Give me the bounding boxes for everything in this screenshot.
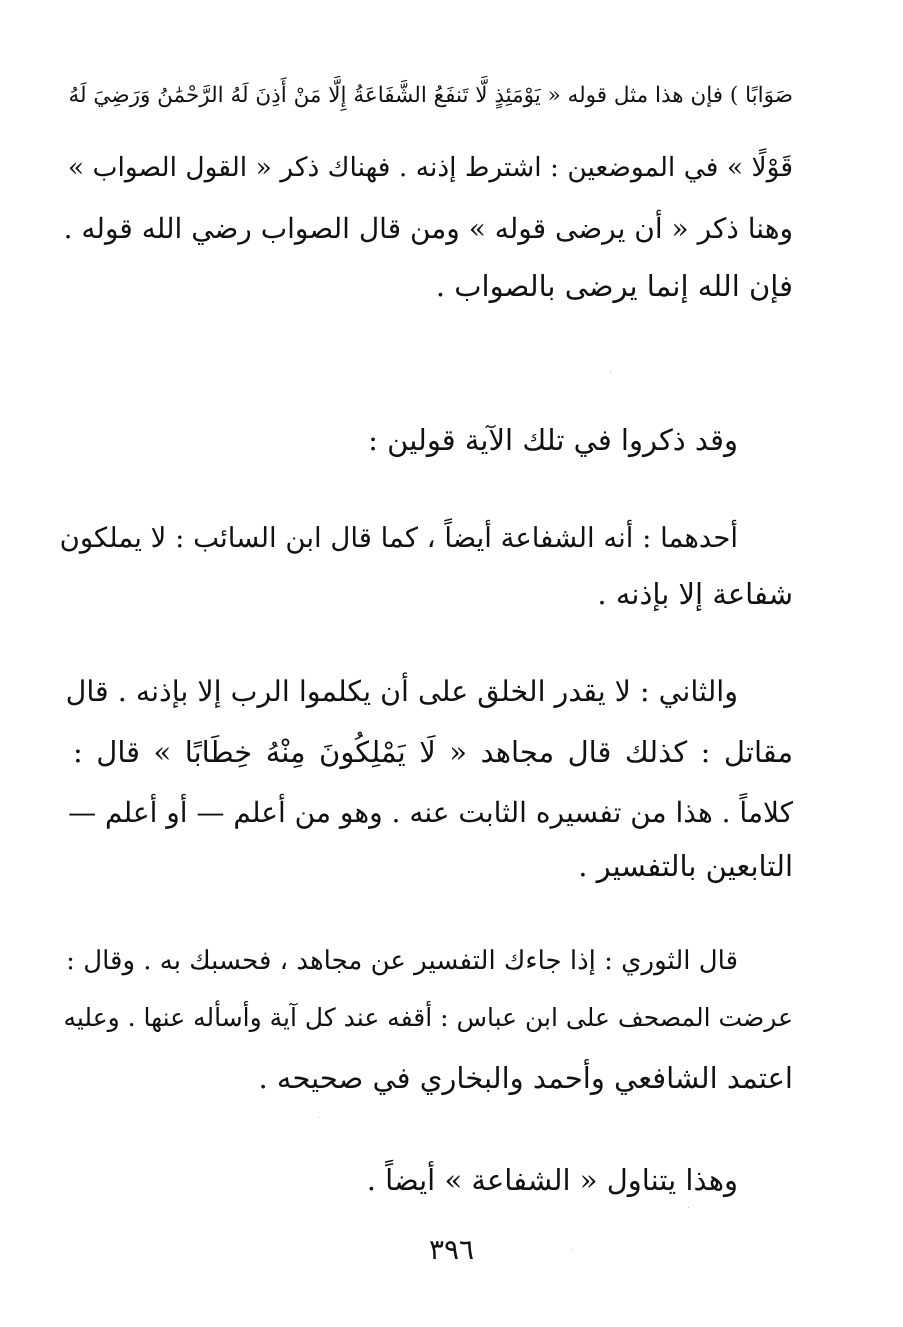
scan-speck: [610, 372, 611, 373]
text-line: قَوْلًا » في الموضعين : اشترط إذنه . فهناك ذكر « القول الصواب »: [67, 152, 793, 183]
text-line: صَوَابًا ) فإن هذا مثل قوله « يَوْمَئِذٍ لَّا تَنفَعُ الشَّفَاعَةُ إِلَّا مَنْ أَذِنَ لَهُ الرَّحْمَٰنُ وَرَضِيَ لَهُ: [68, 83, 793, 108]
text-line: كلاماً . هذا من تفسيره الثابت عنه . وهو من أعلم — أو أعلم —: [68, 796, 793, 829]
scan-speck: [688, 1207, 689, 1208]
text-line: اعتمد الشافعي وأحمد والبخاري في صحيحه .: [258, 1061, 793, 1095]
text-line: مقاتل : كذلك قال مجاهد « لَا يَمْلِكُونَ مِنْهُ خِطَابًا » قال :: [73, 735, 793, 769]
text-line: شفاعة إلا بإذنه .: [597, 577, 793, 611]
text-line: قال الثوري : إذا جاءك التفسير عن مجاهد ، فحسبك به . وقال :: [66, 946, 738, 976]
text-line: وهنا ذكر « أن يرضى قوله » ومن قال الصواب رضي الله قوله .: [63, 212, 793, 245]
scan-speck: [572, 1249, 573, 1250]
text-line: وهذا يتناول « الشفاعة » أيضاً .: [366, 1163, 738, 1197]
text-line: وقد ذكروا في تلك الآية قولين :: [368, 423, 738, 457]
text-line: أحدهما : أنه الشفاعة أيضاً ، كما قال ابن السائب : لا يملكون: [59, 522, 738, 554]
text-line: والثاني : لا يقدر الخلق على أن يكلموا الرب إلا بإذنه . قال: [65, 675, 738, 708]
text-line: فإن الله إنما يرضى بالصواب .: [435, 269, 793, 303]
text-line: التابعين بالتفسير .: [578, 849, 793, 883]
page-number: ٣٩٦: [428, 1233, 475, 1266]
scan-speck: [318, 1117, 319, 1118]
text-line: عرضت المصحف على ابن عباس : أقفه عند كل آية وأسأله عنها . وعليه: [63, 1003, 793, 1032]
